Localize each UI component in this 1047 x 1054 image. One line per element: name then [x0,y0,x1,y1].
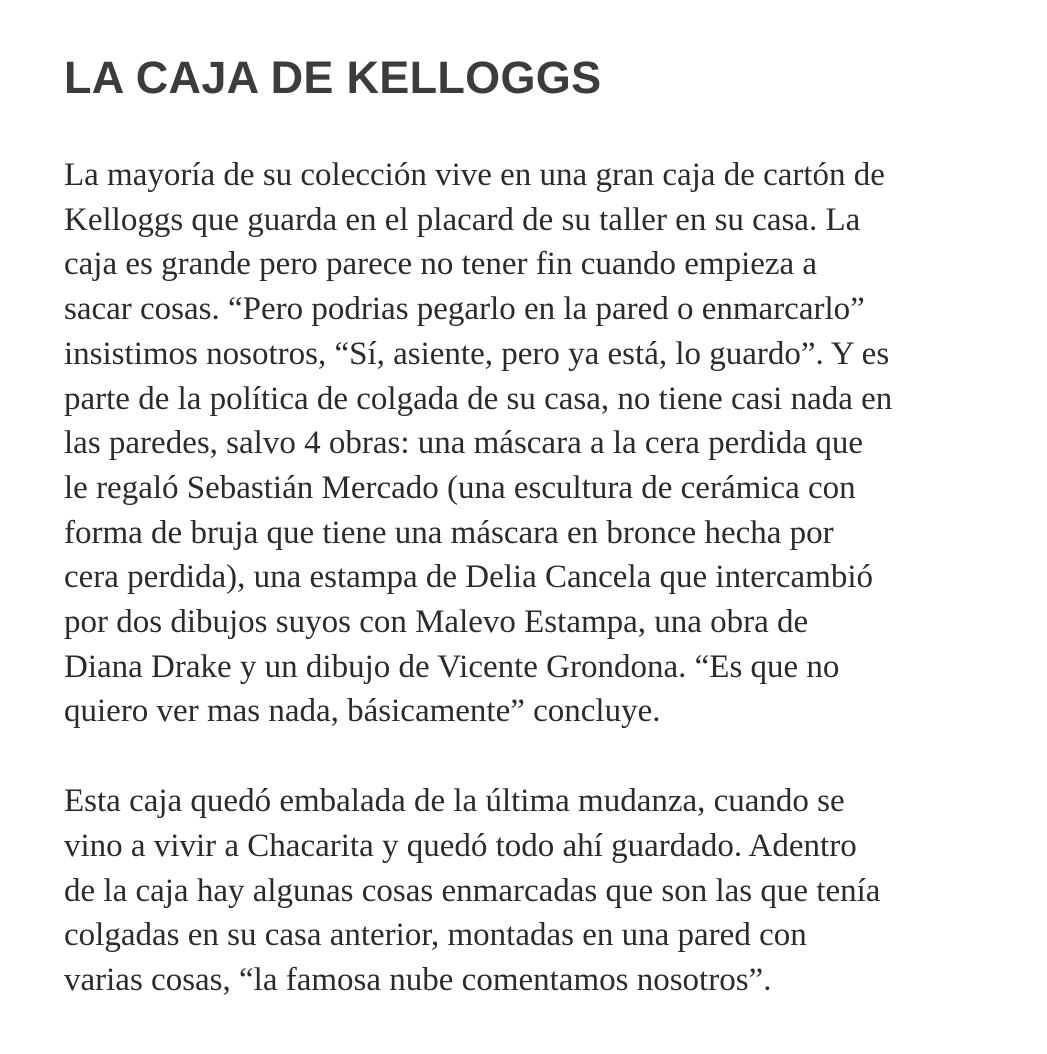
article [64,52,1004,1003]
article-title: LA CAJA DE KELLOGGS [64,52,602,103]
article-paragraph-2: Esta caja quedó embalada de la última mudanza, cuando se vino a vivir a Chacarita y quedó todo ahí guardado. Adentro de la caja hay algunas cosas enmarcadas que son las que tenía colgadas en su casa anterior, montadas en una pared con varias cosas, “la famosa nube comentamos nosotros”. [64,783,881,998]
article-paragraph-1: La mayoría de su colección vive en una gran caja de cartón de Kelloggs que guarda en el placard de su taller en su casa. La caja es grande pero parece no tener fin cuando empieza a sacar cosas. “Pero podrias pegarlo en la pared o enmarcarlo” insistimos nosotros, “Sí, asiente, pero ya está, lo guardo”. Y es parte de la política de colgada de su casa, no tiene casi nada en las paredes, salvo 4 obras: una máscara a la cera perdida que le regaló Sebastián Mercado (una escultura de cerámica con forma de bruja que tiene una máscara en bronce hecha por cera perdida), una estampa de Delia Cancela que intercambió por dos dibujos suyos con Malevo Estampa, una obra de Diana Drake y un dibujo de Vicente Grondona. “Es que no quiero ver mas nada, básicamente” concluye. [64,157,893,730]
